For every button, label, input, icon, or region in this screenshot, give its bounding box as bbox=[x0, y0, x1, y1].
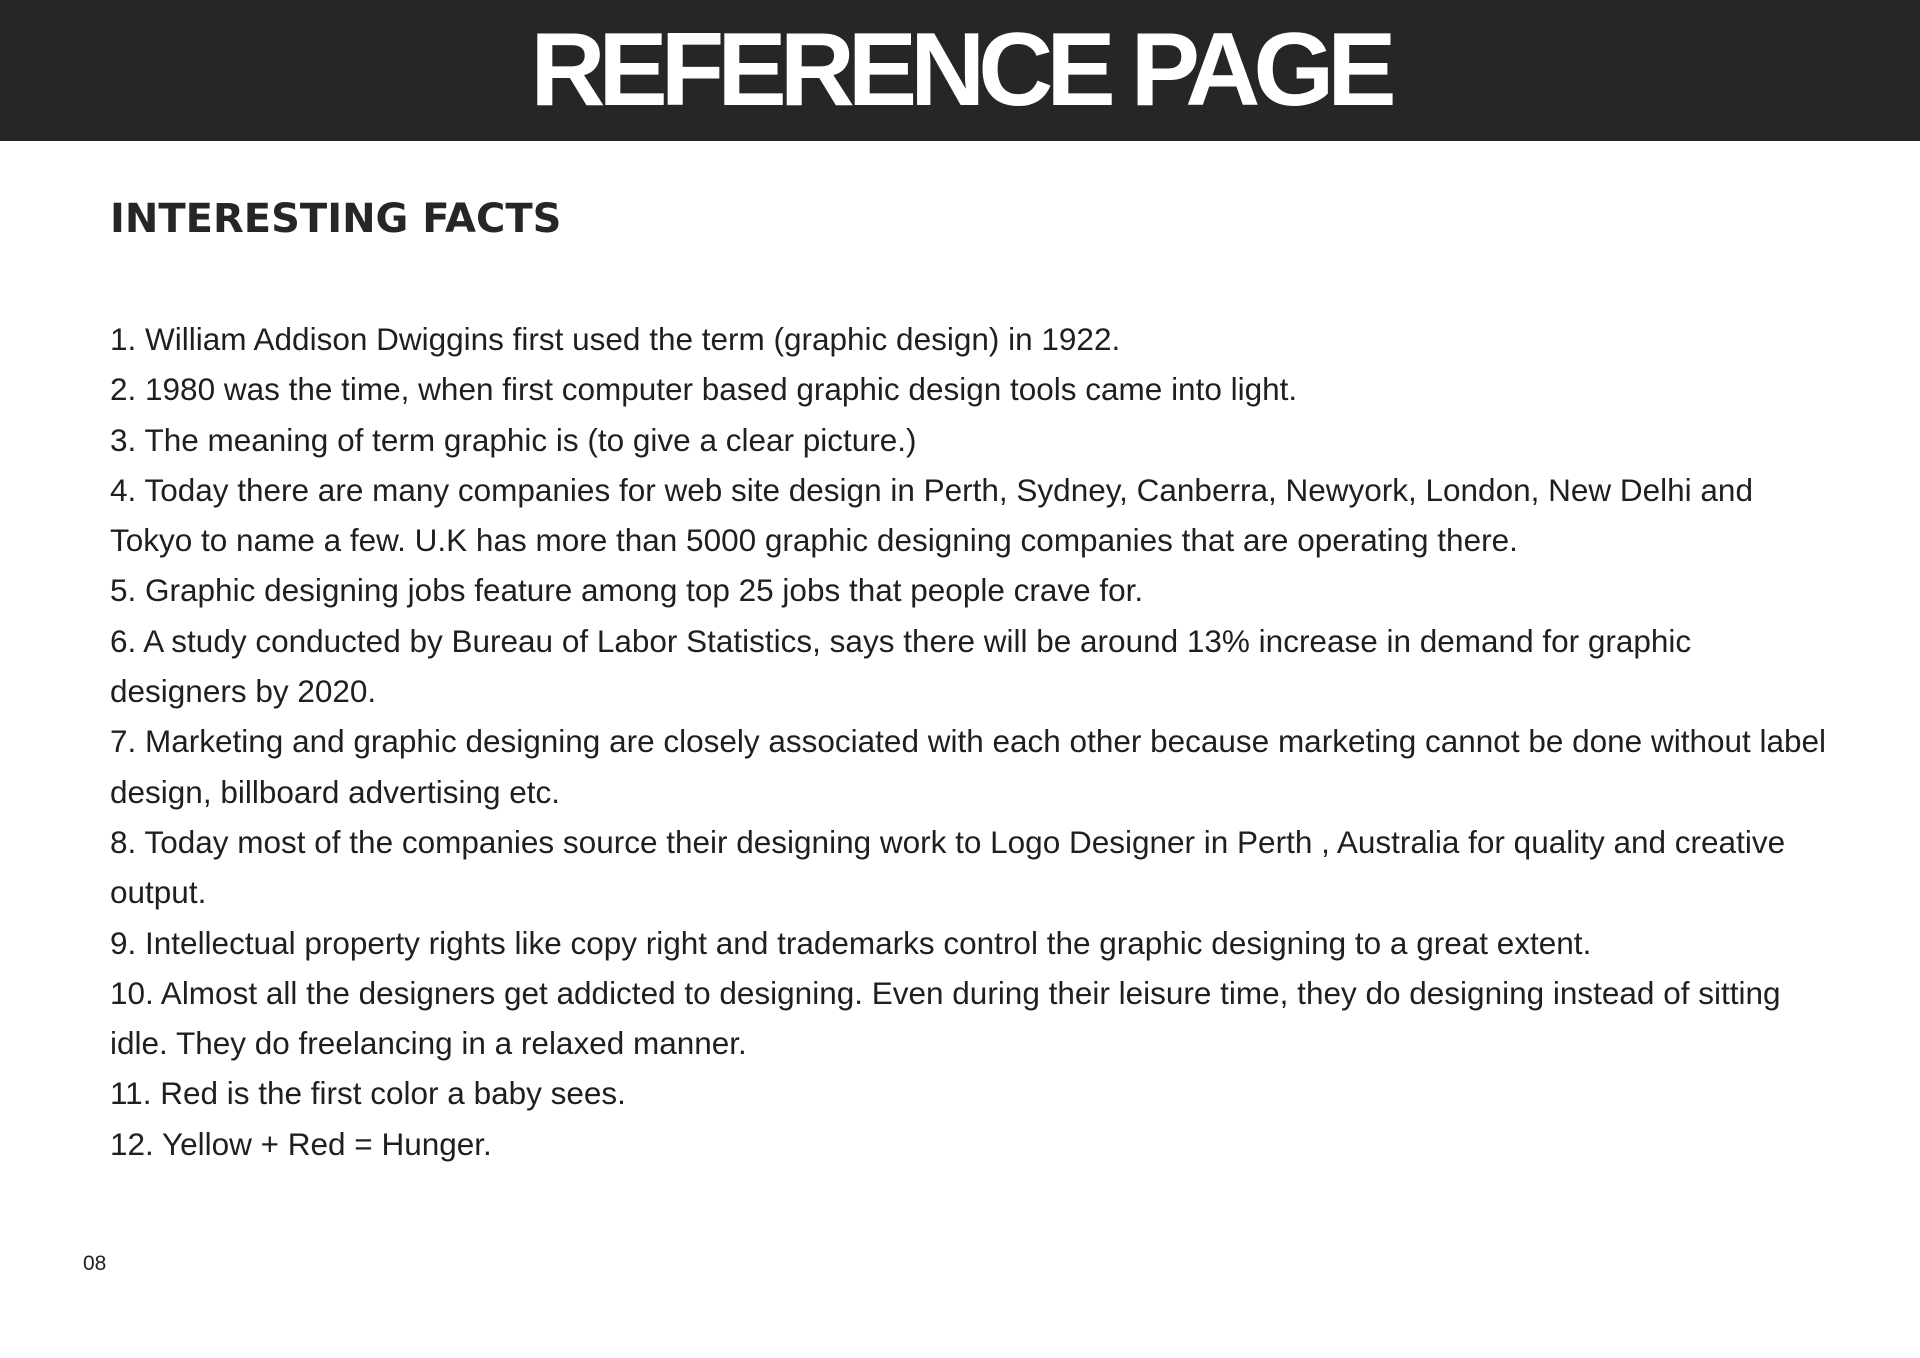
section-heading: INTERESTING FACTS bbox=[110, 196, 562, 242]
facts-list bbox=[110, 314, 1830, 1169]
fact-item-4: 4. Today there are many companies for web site design in Perth, Sydney, Canberra, Newyork, London, New Delhi and Tokyo to name a few. U.K has more than 5000 graphic designing companies that are operating there. bbox=[110, 471, 1753, 559]
fact-item-1: 1. William Addison Dwiggins first used the term (graphic design) in 1922. bbox=[110, 321, 1121, 357]
fact-item-10: 10. Almost all the designers get addicted to designing. Even during their leisure time, they do designing instead of sitting idle. They do freelancing in a relaxed manner. bbox=[110, 974, 1781, 1062]
fact-item-7: 7. Marketing and graphic designing are closely associated with each other because marketing cannot be done without label design, billboard advertising etc. bbox=[110, 723, 1827, 810]
fact-item-12: 12. Yellow + Red = Hunger. bbox=[110, 1125, 492, 1162]
fact-item-3: 3. The meaning of term graphic is (to give a clear picture.) bbox=[110, 421, 917, 458]
fact-item-8: 8. Today most of the companies source their designing work to Logo Designer in Perth , Australia for quality and creative output. bbox=[110, 823, 1786, 911]
fact-item-5: 5. Graphic designing jobs feature among top 25 jobs that people crave for. bbox=[110, 572, 1144, 609]
fact-item-11: 11. Red is the first color a baby sees. bbox=[110, 1075, 626, 1112]
fact-item-2: 2. 1980 was the time, when first computer based graphic design tools came into light. bbox=[110, 371, 1298, 408]
fact-item-9: 9. Intellectual property rights like copy right and trademarks control the graphic designing to a great extent. bbox=[110, 924, 1592, 961]
page-number: 08 bbox=[83, 1252, 107, 1275]
fact-item-6: 6. A study conducted by Bureau of Labor Statistics, says there will be around 13% increase in demand for graphic designers by 2020. bbox=[110, 622, 1692, 710]
page-title: REFERENCE PAGE bbox=[530, 12, 1390, 128]
